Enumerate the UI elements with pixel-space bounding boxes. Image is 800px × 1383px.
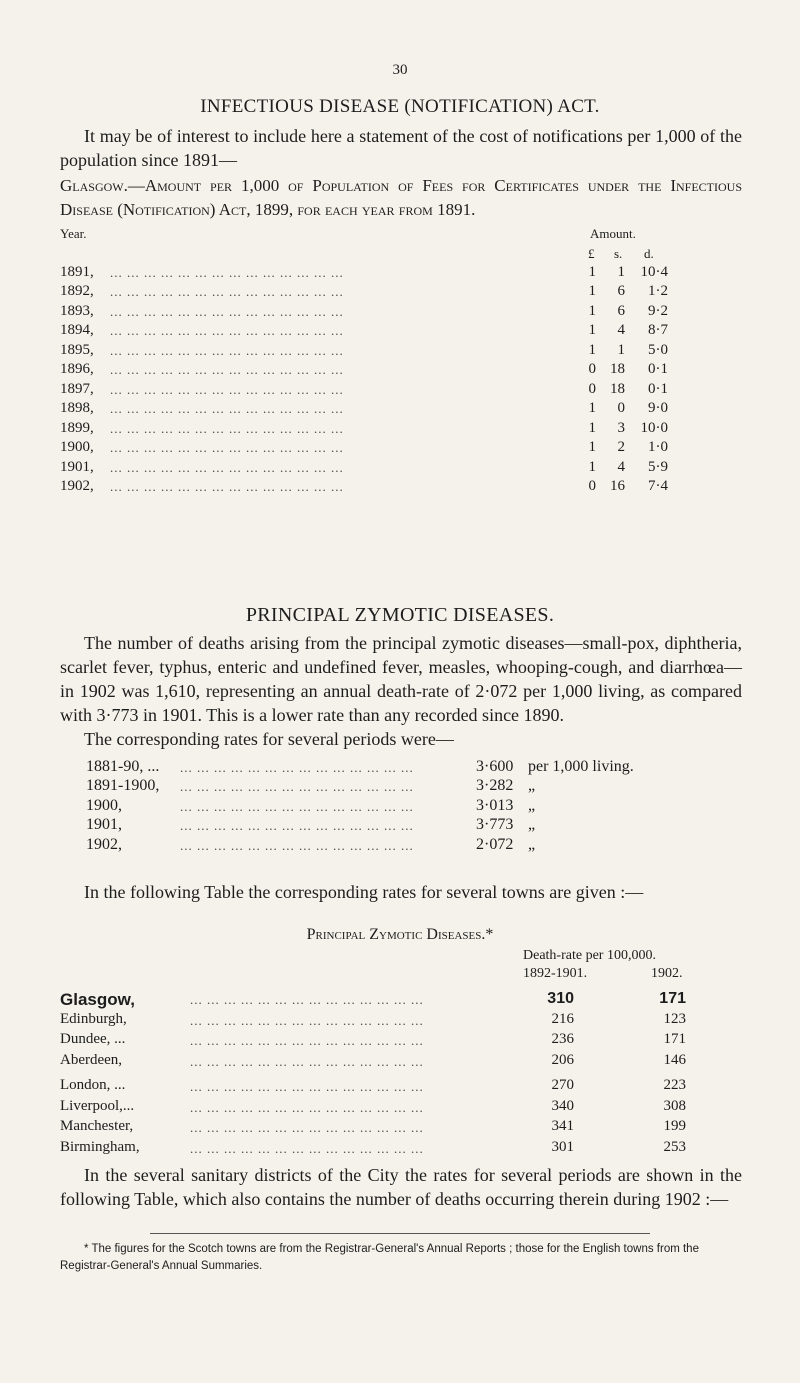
fees-caption: Glasgow.—Amount per 1,000 of Population of Fees for Certificates under the Infectious Disease (Notification) Act, 1899, for each year from 1891. — [60, 176, 742, 219]
period-rate: 3·773 — [476, 816, 514, 834]
towns-header-col2: 1902. — [651, 966, 683, 981]
towns-intro-text: In the following Table the corresponding rates for several towns are given :— — [84, 882, 644, 902]
period-label: 1902, — [86, 835, 122, 853]
fees-shillings: 18 — [610, 380, 625, 397]
rate-1892-1901: 341 — [551, 1118, 574, 1134]
period-rate: 2·072 — [476, 835, 514, 853]
fees-year: 1897, — [60, 380, 94, 397]
rate-1892-1901: 310 — [547, 990, 574, 1007]
fees-shillings: 4 — [617, 322, 625, 339]
period-rate: 3·013 — [476, 796, 514, 814]
fees-year: 1891, — [60, 264, 94, 280]
fees-shillings: 3 — [617, 419, 625, 436]
fees-year: 1900, — [60, 439, 94, 456]
period-unit: „ — [528, 835, 536, 853]
leader-dots: ... ... ... ... ... ... ... ... ... ... ... ... ... ... — [190, 1012, 424, 1028]
fees-pounds: 1 — [588, 322, 596, 339]
fees-shillings: 4 — [617, 458, 625, 475]
leader-dots: ... ... ... ... ... ... ... ... ... ... ... ... ... ... — [110, 342, 344, 358]
rate-1892-1901: 216 — [551, 1010, 574, 1027]
zymotic-text-2: The corresponding rates for several periods were— — [84, 729, 454, 749]
leader-dots: ... ... ... ... ... ... ... ... ... ... ... ... ... ... — [190, 1053, 424, 1069]
leader-dots: ... ... ... ... ... ... ... ... ... ... ... ... ... ... — [190, 1099, 424, 1115]
towns-intro-paragraph — [60, 880, 742, 904]
fees-amount-header: Amount. — [590, 226, 636, 241]
leader-dots: ... ... ... ... ... ... ... ... ... ... ... ... ... ... — [110, 478, 344, 494]
fees-year: 1893, — [60, 302, 94, 319]
leader-dots: ... ... ... ... ... ... ... ... ... ... ... ... ... ... — [180, 760, 414, 775]
leader-dots: ... ... ... ... ... ... ... ... ... ... ... ... ... ... — [110, 459, 344, 475]
fees-year: 1895, — [60, 341, 94, 358]
fees-pounds: 0 — [588, 477, 596, 494]
fees-shillings: 6 — [617, 283, 625, 300]
fees-shillings: 2 — [617, 439, 625, 456]
towns-caption: Principal Zymotic Diseases.* — [306, 926, 494, 943]
leader-dots: ... ... ... ... ... ... ... ... ... ... ... ... ... ... — [180, 779, 414, 795]
fees-pounds: 1 — [588, 439, 596, 456]
town-name: Liverpool,... — [60, 1097, 135, 1114]
leader-dots: ... ... ... ... ... ... ... ... ... ... ... ... ... ... — [190, 1140, 424, 1156]
fees-pence: 0·1 — [648, 380, 668, 397]
fees-year: 1892, — [60, 283, 94, 300]
fees-unit-pence: d. — [644, 246, 654, 261]
rate-1902: 146 — [663, 1051, 686, 1068]
towns-header-col1: 1892-1901. — [523, 966, 588, 981]
fees-pence: 10·4 — [640, 264, 668, 280]
fees-year: 1899, — [60, 419, 94, 436]
town-name: Manchester, — [60, 1118, 134, 1134]
zymotic-text-1: The number of deaths arising from the principal zymotic diseases—small-pox, diphtheria, scarlet fever, typhus, enteric and undefined fever, measles, whooping-cough, and diarrhœa—in 1902 was 1,610, representing an annual death-rate of 2·072 per 1,000 living, as compared with 3·773 in 1901. This is a lower rate than any recorded since 1890. — [60, 633, 742, 725]
fees-pounds: 1 — [588, 458, 596, 475]
rate-1902: 199 — [663, 1118, 686, 1134]
period-rate: 3·282 — [476, 777, 514, 795]
leader-dots: ... ... ... ... ... ... ... ... ... ... ... ... ... ... — [110, 401, 344, 417]
period-rate: 3·600 — [476, 758, 514, 775]
fees-shillings: 1 — [617, 264, 625, 280]
fees-shillings: 0 — [617, 400, 625, 417]
footnote-rule — [150, 1233, 650, 1234]
period-label: 1891-1900, — [86, 777, 160, 795]
leader-dots: ... ... ... ... ... ... ... ... ... ... ... ... ... ... — [180, 818, 414, 834]
leader-dots: ... ... ... ... ... ... ... ... ... ... ... ... ... ... — [110, 284, 344, 300]
town-name: Edinburgh, — [60, 1010, 127, 1027]
fees-unit-shillings: s. — [614, 246, 623, 261]
fees-pence: 1·0 — [648, 439, 668, 456]
act-title: INFECTIOUS DISEASE (NOTIFICATION) ACT. — [200, 96, 600, 117]
town-name: Glasgow, — [60, 990, 135, 1009]
fees-pence: 10·0 — [640, 419, 668, 436]
period-unit: „ — [528, 816, 536, 834]
rate-1902: 171 — [663, 1031, 686, 1047]
fees-pounds: 0 — [588, 361, 596, 378]
leader-dots: ... ... ... ... ... ... ... ... ... ... ... ... ... ... — [110, 362, 344, 378]
period-label: 1881-90, ... — [86, 758, 160, 775]
fees-shillings: 18 — [610, 361, 625, 378]
fees-pence: 7·4 — [648, 477, 668, 494]
fees-pence: 9·0 — [648, 400, 668, 417]
page-number: 30 — [392, 62, 408, 78]
leader-dots: ... ... ... ... ... ... ... ... ... ... ... ... ... ... — [180, 837, 414, 853]
rate-1892-1901: 301 — [551, 1138, 574, 1155]
fees-pounds: 1 — [588, 302, 596, 319]
rate-1892-1901: 270 — [551, 1077, 574, 1093]
leader-dots: ... ... ... ... ... ... ... ... ... ... ... ... ... ... — [190, 1033, 424, 1048]
leader-dots: ... ... ... ... ... ... ... ... ... ... ... ... ... ... — [190, 1120, 424, 1135]
period-unit: „ — [528, 796, 536, 814]
fees-year: 1896, — [60, 361, 94, 378]
leader-dots: ... ... ... ... ... ... ... ... ... ... ... ... ... ... — [110, 303, 344, 319]
fees-pence: 9·2 — [648, 302, 668, 319]
leader-dots: ... ... ... ... ... ... ... ... ... ... ... ... ... ... — [190, 992, 424, 1007]
leader-dots: ... ... ... ... ... ... ... ... ... ... ... ... ... ... — [110, 440, 344, 456]
fees-pounds: 0 — [588, 380, 596, 397]
fees-shillings: 16 — [610, 477, 625, 494]
rate-1902: 123 — [663, 1010, 686, 1027]
fees-year: 1901, — [60, 458, 94, 475]
rate-1892-1901: 340 — [551, 1097, 574, 1114]
fees-year-header: Year. — [60, 226, 87, 241]
leader-dots: ... ... ... ... ... ... ... ... ... ... ... ... ... ... — [110, 265, 344, 280]
period-label: 1901, — [86, 816, 122, 834]
fees-year: 1902, — [60, 477, 94, 494]
period-unit: per 1,000 living. — [528, 758, 634, 775]
zymotic-title: PRINCIPAL ZYMOTIC DISEASES. — [245, 604, 555, 626]
fees-pence: 8·7 — [648, 322, 668, 339]
leader-dots: ... ... ... ... ... ... ... ... ... ... ... ... ... ... — [110, 323, 344, 339]
rate-1902: 253 — [663, 1138, 686, 1155]
fees-pence: 0·1 — [648, 361, 668, 378]
footnote-text: * The figures for the Scotch towns are from the Registrar-General's Annual Reports ; those for the English towns from the Registrar-General's Annual Summaries. — [60, 1243, 699, 1272]
fees-shillings: 6 — [617, 302, 625, 319]
fees-pence: 5·0 — [648, 341, 668, 358]
rate-1902: 308 — [663, 1097, 686, 1114]
town-name: London, ... — [60, 1077, 126, 1093]
fees-pounds: 1 — [588, 400, 596, 417]
town-name: Birmingham, — [60, 1138, 140, 1155]
closing-text: In the several sanitary districts of the City the rates for several periods are shown in the following Table, which also contains the number of deaths occurring therein during 1902 :— — [60, 1165, 742, 1209]
leader-dots: ... ... ... ... ... ... ... ... ... ... ... ... ... ... — [180, 798, 414, 814]
fees-pounds: 1 — [588, 341, 596, 358]
leader-dots: ... ... ... ... ... ... ... ... ... ... ... ... ... ... — [110, 420, 344, 436]
town-name: Aberdeen, — [60, 1051, 123, 1068]
closing-paragraph — [60, 1163, 742, 1211]
fees-shillings: 1 — [617, 341, 625, 358]
intro-paragraph — [60, 124, 742, 172]
town-name: Dundee, ... — [60, 1031, 126, 1047]
fees-pounds: 1 — [588, 264, 596, 280]
rate-1892-1901: 206 — [551, 1051, 574, 1068]
leader-dots: ... ... ... ... ... ... ... ... ... ... ... ... ... ... — [110, 381, 344, 397]
zymotic-paragraph — [60, 631, 742, 751]
fees-pounds: 1 — [588, 283, 596, 300]
leader-dots: ... ... ... ... ... ... ... ... ... ... ... ... ... ... — [190, 1079, 424, 1094]
fees-pence: 5·9 — [648, 458, 668, 475]
fees-year: 1894, — [60, 322, 94, 339]
fees-pounds: 1 — [588, 419, 596, 436]
period-label: 1900, — [86, 796, 122, 814]
intro-text: It may be of interest to include here a statement of the cost of notifications per 1,000 of the population since 1891— — [60, 126, 742, 170]
fees-caption-block — [60, 174, 742, 222]
rate-1902: 171 — [659, 990, 686, 1007]
rate-1902: 223 — [663, 1077, 686, 1093]
fees-pence: 1·2 — [648, 283, 668, 300]
footnote — [60, 1241, 744, 1275]
period-unit: „ — [528, 777, 536, 795]
towns-header-main: Death-rate per 100,000. — [523, 948, 656, 963]
rate-1892-1901: 236 — [551, 1031, 574, 1047]
fees-year: 1898, — [60, 400, 94, 417]
fees-unit-pounds: £ — [588, 246, 595, 261]
